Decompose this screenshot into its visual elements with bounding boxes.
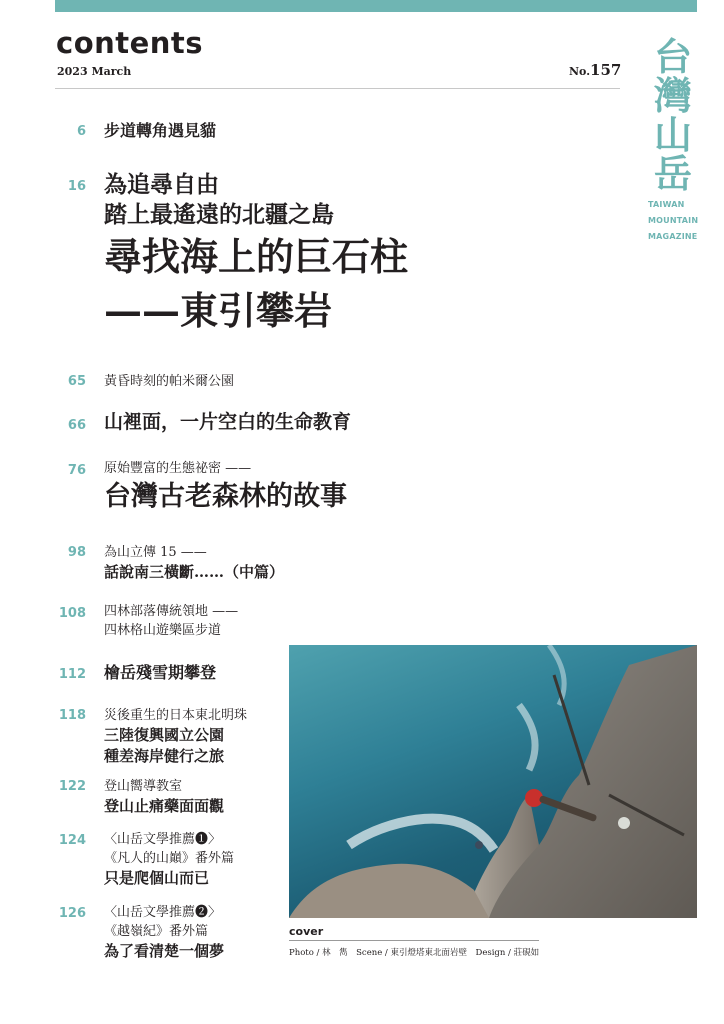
issue-number (569, 61, 621, 79)
belayer (475, 841, 483, 849)
entry-page-number: 122 (58, 779, 86, 794)
entry-title: 檜岳殘雪期攀登 (104, 663, 217, 682)
logo-english-line: MOUNTAIN (648, 216, 699, 225)
foreground-rock (289, 864, 489, 918)
logo-char: 灣 (653, 74, 692, 118)
entry-title: 黃昏時刻的帕米爾公園 (104, 374, 235, 389)
rock-crack (554, 675, 589, 785)
entry-page-number: 16 (67, 179, 86, 194)
toc-entry[interactable] (104, 543, 284, 583)
entry-page-number: 118 (58, 708, 86, 723)
toc-entry[interactable] (104, 410, 351, 434)
logo-char: 山 (653, 113, 692, 157)
toc-entry[interactable] (104, 170, 408, 338)
header-divider (55, 88, 620, 89)
toc-entry[interactable] (104, 662, 216, 684)
entry-page-number: 65 (67, 374, 86, 389)
page-title: contents (56, 26, 204, 60)
entry-feature-title: 尋找海上的巨石柱 (104, 234, 409, 279)
entry-subtitle: 原始豐富的生態祕密 —— (104, 461, 252, 476)
entry-subtitle: 《越嶺紀》番外篇 (104, 924, 209, 939)
surf-foam (519, 705, 535, 770)
issue-prefix: No. (569, 65, 591, 78)
entry-page-number: 66 (67, 418, 86, 433)
cover-photo (289, 645, 697, 918)
entry-subtitle: 災後重生的日本東北明珠 (104, 708, 248, 723)
issue-date: 2023 March (57, 65, 132, 78)
entry-subtitle: 《凡人的山巔》番外篇 (104, 851, 235, 866)
entry-title: 步道轉角遇見貓 (104, 121, 217, 140)
top-accent-bar (55, 0, 697, 12)
entry-page-number: 124 (58, 833, 86, 848)
cover-credit: Photo / 林 雋 Scene / 東引燈塔東北面岩壁 Design / 莊硯如 (289, 948, 540, 958)
toc-entry[interactable] (104, 830, 234, 889)
entry-subtitle: 四林格山遊樂區步道 (104, 623, 222, 638)
entry-subtitle: 〈山岳文學推薦❶〉 (104, 832, 222, 847)
entry-title: 山裡面，一片空白的生命教育 (104, 411, 352, 433)
entry-page-number: 112 (58, 667, 86, 682)
entry-subtitle: 四林部落傳統領地 —— (104, 604, 239, 619)
entry-feature-title: 台灣古老森林的故事 (104, 481, 347, 512)
cover-label: cover (289, 925, 324, 938)
entry-title: 種差海岸健行之旅 (104, 747, 225, 765)
entry-page-number: 76 (67, 463, 86, 478)
entry-page-number: 108 (58, 606, 86, 621)
entry-title: 三陸復興國立公園 (104, 726, 225, 744)
logo-english-line: TAIWAN (648, 200, 685, 209)
toc-entry[interactable] (104, 372, 234, 391)
entry-title: 登山止痛藥面面觀 (104, 797, 225, 815)
logo-char: 岳 (653, 152, 692, 196)
entry-page-number: 126 (58, 906, 86, 921)
entry-subtitle: 為山立傳 15 —— (104, 545, 207, 560)
entry-page-number: 98 (67, 545, 86, 560)
toc-entry[interactable] (104, 459, 347, 514)
toc-entry[interactable] (104, 777, 224, 817)
entry-page-number: 6 (76, 124, 86, 139)
entry-subtitle: 登山嚮導教室 (104, 779, 183, 794)
cover-photo-illustration (289, 645, 697, 918)
magazine-logo (648, 35, 699, 242)
entry-subtitle: 〈山岳文學推薦❷〉 (104, 905, 222, 920)
entry-title: 話說南三橫斷……（中篇） (104, 563, 285, 581)
logo-char: 台 (653, 35, 692, 79)
entry-feature-title: ——東引攀岩 (104, 288, 333, 333)
toc-entry[interactable] (104, 602, 238, 640)
entry-subtitle: 為追尋自由 (104, 171, 219, 198)
entry-subtitle: 踏上最遙遠的北疆之島 (104, 201, 334, 228)
entry-title: 為了看清楚一個夢 (104, 942, 225, 960)
logo-english-line: MAGAZINE (648, 232, 698, 241)
surf-foam (349, 819, 494, 850)
toc-entry[interactable] (104, 706, 247, 767)
cover-divider (289, 940, 539, 941)
entry-title: 只是爬個山而已 (104, 869, 210, 887)
toc-entry[interactable] (104, 120, 216, 142)
issue-number-value: 157 (590, 61, 622, 79)
climbing-gear (618, 817, 630, 829)
toc-entry[interactable] (104, 903, 224, 962)
